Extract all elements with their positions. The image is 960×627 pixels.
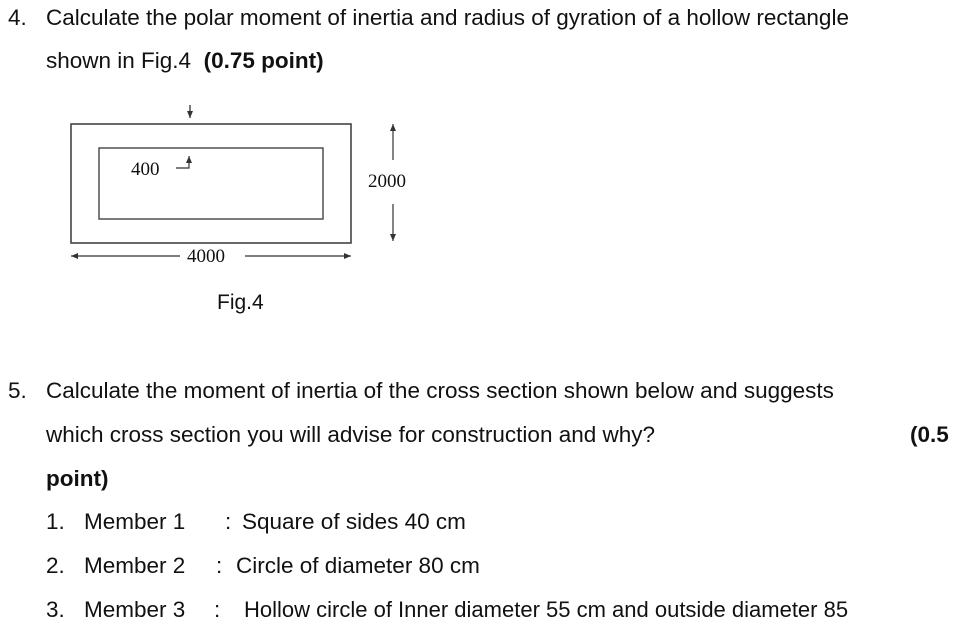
q4-text-line1: Calculate the polar moment of inertia and radius of gyration of a hollow rectangle <box>46 5 849 30</box>
member-1-sep: : <box>225 509 232 534</box>
q5-text-line1: Calculate the moment of inertia of the cross section shown below and suggests <box>46 378 834 403</box>
fig4-height-label: 2000 <box>368 171 406 192</box>
member-3-num: 3. <box>46 597 65 622</box>
fig4-width-label: 4000 <box>187 246 225 267</box>
outer-rectangle <box>71 124 351 243</box>
q5-points: (0.5 <box>910 422 949 447</box>
member-1-num: 1. <box>46 509 65 534</box>
member-2-sep: : <box>216 553 223 578</box>
fig4-inner-label: 400 <box>131 159 160 180</box>
q5-text-line2: which cross section you will advise for construction and why? <box>46 422 656 447</box>
q4-points: (0.75 point) <box>203 48 324 73</box>
q4-number: 4. <box>8 5 27 30</box>
thickness-arrow <box>176 156 189 168</box>
member-1-desc: Square of sides 40 cm <box>242 509 466 534</box>
member-1-name: Member 1 <box>84 509 186 534</box>
member-3-desc: Hollow circle of Inner diameter 55 cm and outside diameter 85 <box>244 597 849 622</box>
member-3-sep: : <box>214 597 221 622</box>
member-2-name: Member 2 <box>84 553 186 578</box>
q5-number: 5. <box>8 378 27 403</box>
member-2-desc: Circle of diameter 80 cm <box>236 553 480 578</box>
member-3-name: Member 3 <box>84 597 186 622</box>
member-2-num: 2. <box>46 553 65 578</box>
fig4-caption: Fig.4 <box>217 291 264 314</box>
q4-text-line2-body: shown in Fig.4 <box>46 48 192 73</box>
q5-points-cont: point) <box>46 466 109 491</box>
